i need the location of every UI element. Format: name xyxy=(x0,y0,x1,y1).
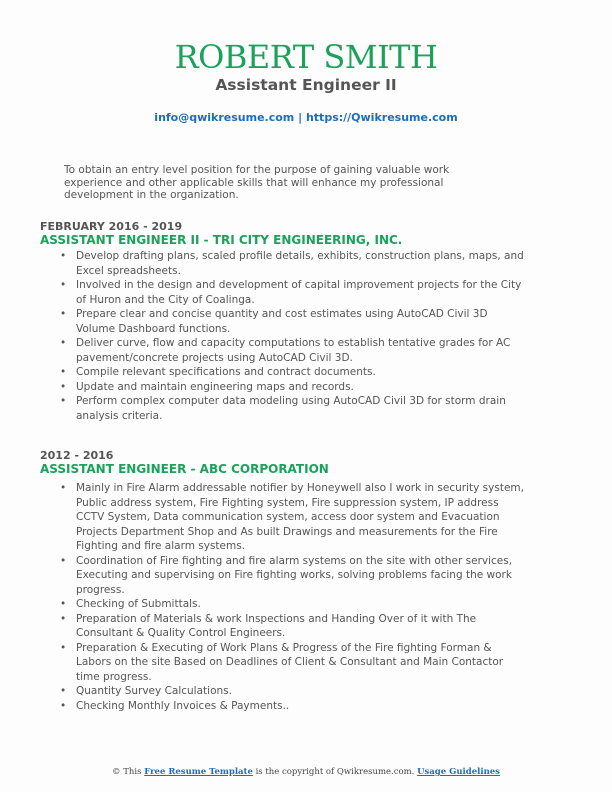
list-item: • Involved in the design and development of capital improvement projects for the City of Huron and the City of Coalinga. xyxy=(60,278,525,307)
contact-line xyxy=(0,111,612,124)
list-item: • Checking Monthly Invoices & Payments.. xyxy=(60,699,525,714)
job-bullets xyxy=(60,481,525,713)
job-position: ASSISTANT ENGINEER - ABC CORPORATION xyxy=(40,462,329,476)
footer-prefix: © This xyxy=(112,767,145,777)
list-item: • Update and maintain engineering maps and records. xyxy=(60,380,525,395)
job-dates: FEBRUARY 2016 - 2019 xyxy=(40,220,183,233)
list-item: • Prepare clear and concise quantity and cost estimates using AutoCAD Civil 3D Volume Dashboard functions. xyxy=(60,307,525,336)
list-item: • Mainly in Fire Alarm addressable notifier by Honeywell also I work in security system, Public address system, Fire Fighting system, Fire suppression system, IP address CCTV System, Data communication system, access door system and Evacuation Projects Department Shop and As built Drawings and measurements for the Fire Fighting and fire alarm systems. xyxy=(60,481,525,554)
job-position: ASSISTANT ENGINEER II - TRI CITY ENGINEERING, INC. xyxy=(40,233,403,247)
list-item: • Coordination of Fire fighting and fire alarm systems on the site with other services, Executing and supervising on Fire fighting works, solving problems facing the work progress. xyxy=(60,554,525,598)
summary: To obtain an entry level position for the purpose of gaining valuable work experience and other applicable skills that will enhance my professional development in the organization. xyxy=(64,164,450,201)
footer-copyright: is the copyright of Qwikresume.com. xyxy=(252,767,418,777)
list-item: • Quantity Survey Calculations. xyxy=(60,684,525,699)
contact-separator: | xyxy=(294,111,306,124)
list-item: • Develop drafting plans, scaled profile details, exhibits, construction plans, maps, and Excel spreadsheets. xyxy=(60,249,525,278)
list-item: • Checking of Submittals. xyxy=(60,597,525,612)
list-item: • Perform complex computer data modeling using AutoCAD Civil 3D for storm drain analysis criteria. xyxy=(60,394,525,423)
footer xyxy=(0,767,612,777)
job-dates: 2012 - 2016 xyxy=(40,449,114,462)
usage-guidelines-link[interactable]: Usage Guidelines xyxy=(417,767,500,777)
list-item: • Deliver curve, flow and capacity computations to establish tentative grades for AC pavement/concrete projects using AutoCAD Civil 3D. xyxy=(60,336,525,365)
free-resume-template-link[interactable]: Free Resume Template xyxy=(144,767,253,777)
list-item: • Preparation & Executing of Work Plans & Progress of the Fire fighting Forman & Labors on the site Based on Deadlines of Client & Consultant and Main Contactor time progress. xyxy=(60,641,525,685)
job-title: Assistant Engineer II xyxy=(215,76,397,94)
candidate-name: ROBERT SMITH xyxy=(174,38,438,76)
website-link[interactable]: https://Qwikresume.com xyxy=(305,111,458,124)
list-item: • Compile relevant specifications and contract documents. xyxy=(60,365,525,380)
job-bullets xyxy=(60,249,525,423)
email-link[interactable]: info@qwikresume.com xyxy=(154,111,295,124)
list-item: • Preparation of Materials & work Inspections and Handing Over of it with The Consultant & Quality Control Engineers. xyxy=(60,612,525,641)
